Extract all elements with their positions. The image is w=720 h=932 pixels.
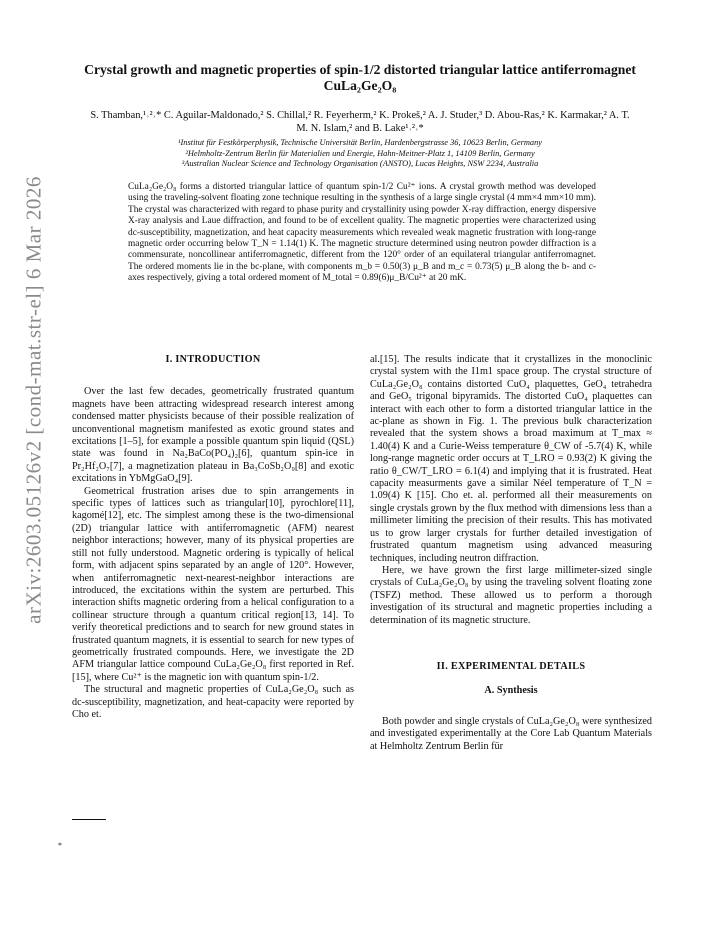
affiliations [90,138,630,170]
footnote-marker: * [58,841,62,850]
experimental-heading: II. EXPERIMENTAL DETAILS [436,660,586,672]
synthesis-paragraph: Both powder and single crystals of CuLa₂Ge₂O₈ were synthesized and investigated experimentally at the Core Lab Quantum Materials at Helmholtz Zentrum Berlin für [370,715,652,752]
intro-paragraph-5: Here, we have grown the first large millimeter-sized single crystals of CuLa₂Ge₂O₈ by using the traveling solvent floating zone (TSFZ) method. These allowed us to perform a thorough investigation of its structural and magnetic properties including a determination of its magnetic structure. [370,564,652,626]
footnote-rule [72,819,106,820]
affiliation-1: ¹Institut für Festkörperphysik, Technische Universität Berlin, Hardenbergstrasse 36, 10623 Berlin, Germany [178,138,542,147]
left-column [72,354,354,721]
arxiv-stamp [6,120,62,680]
abstract: CuLa₂Ge₂O₈ forms a distorted triangular lattice of quantum spin-1/2 Cu²⁺ ions. A crystal growth method was developed using the traveling-solvent floating zone technique resulting in the synthesis of a large single crystal (4 mm×4 mm×10 mm). The crystal was characterized with regard to phase purity and crystallinity using powder X-ray diffraction, energy dispersive X-ray analysis and Laue diffraction, and found to be of excellent quality. The magnetic properties were characterized using dc-susceptibility, magnetization, and heat capacity measurements which revealed weak magnetic frustration with long-range magnetic order occurring below T_N = 1.14(1) K. The magnetic structure determined using neutron powder diffraction is a commensurate, noncollinear antiferromagnetic, different from the 120° order of an equilateral triangular antiferromagnet. The ordered moments lie in the bc-plane, with components m_b = 0.50(3) μ_B and m_c = 0.73(5) μ_B along the b- and c-axes respectively, giving a total ordered moment of M_total = 0.89(6)μ_B/Cu²⁺ at 20 mK. [128,182,596,284]
intro-paragraph-2: Geometrical frustration arises due to spin arrangements in specific types of lattices such as triangular[10], pyrochlore[11], kagomé[12], etc. The simplest among these is the two-dimensional (2D) triangular lattice with antiferromagnetic (AFM) nearest neighbor interactions; however, many of its physical properties are still not fully understood. Magnetic ordering is typically of helical form, with adjacent spins separated by an angle of 120°. However, when antiferromagnetic next-nearest-neighbor interactions are introduced, the excitations within the system are perturbed. This interaction shifts magnetic ordering from a helical configuration to a collinear structure through a quantum critical region[13, 14]. To verify theoretical predictions and to search for new ground states in frustrated quantum magnets, it is essential to search for new types of geometrically frustrated compounds. Here, we investigate the 2D AFM triangular lattice compound CuLa₂Ge₂O₈ first reported in Ref. [15], where Cu²⁺ is the magnetic ion with quantum spin-1/2. [72,485,354,683]
synthesis-heading: A. Synthesis [484,685,538,697]
paper-title: Crystal growth and magnetic properties of spin-1/2 distorted triangular lattice antiferromagnet CuLa₂Ge₂O₈ [84,62,636,93]
intro-paragraph-1: Over the last few decades, geometrically frustrated quantum magnets have been attracting widespread research interest among condensed matter physicists because of their possible realization of unconventional magnetism manifested as exotic ground states and excitations [1–5], for example a possible quantum spin liquid (QSL) state was found in Na₂BaCo(PO₄)₂[6], quantum spin-ice in Pr₂Hf₂O₇[7], a magnetization plateau in Ba₃CoSb₂O₉[8] and exotic excitations in YbMgGaO₄[9]. [72,386,354,485]
affiliation-3: ³Australian Nuclear Science and Technology Organisation (ANSTO), Lucas Heights, NSW 2234, Australia [181,159,539,168]
affiliation-2: ²Helmholtz-Zentrum Berlin für Materialien und Energie, Hahn-Meitner-Platz 1, 14109 Berlin, Germany [185,148,535,158]
author-list: S. Thamban,¹˒²˒* C. Aguilar-Maldonado,² S. Chillal,² R. Feyerherm,² K. Prokeš,² A. J. Studer,³ D. Abou-Ras,² K. Karmakar,² A. T. M. N. Islam,² and B. Lake¹˒²˒* [90,110,630,134]
intro-paragraph-3: The structural and magnetic properties of CuLa₂Ge₂O₈ such as dc-susceptibility, magnetization, and heat-capacity were reported by Cho et. [72,684,354,720]
right-column [370,354,652,753]
intro-heading: I. INTRODUCTION [165,354,261,365]
intro-paragraph-4: al.[15]. The results indicate that it crystallizes in the monoclinic crystal system with the I1m1 space group. The crystal structure of CuLa₂Ge₂O₈ contains distorted CuO₄ plaquettes, GeO₄ tetrahedra and GeO₅ trigonal bipyramids. The distorted CuO₄ plaquettes can interact with each other to form a distorted triangular lattice in the ac-plane as shown in Fig. 1. The previous bulk characterization revealed that the system shows a broad maximum at T_max ≈ 1.40(4) K and a Curie-Weiss temperature θ_CW of -5.7(4) K, while long-range magnetic order occurs at T_LRO = 0.93(2) K giving the ratio θ_CW/T_LRO = 6.1(4) and implying that it is frustrated. Heat capacity measurments gave a similar Néel temperature of T_N = 1.09(4) K [15]. Cho et. al. performed all their measurements on single crystals grown by the flux method with dimensions less than a millimeter limiting the precision of their results. This has motivated us to grow larger crystals for further detailed investigation of frustrated quantum magnetism using advanced measuring techniques, including neutron diffraction. [370,354,652,564]
arxiv-stamp-text: arXiv:2603.05126v2 [cond-mat.str-el] 6 Mar 2026 [21,176,46,624]
